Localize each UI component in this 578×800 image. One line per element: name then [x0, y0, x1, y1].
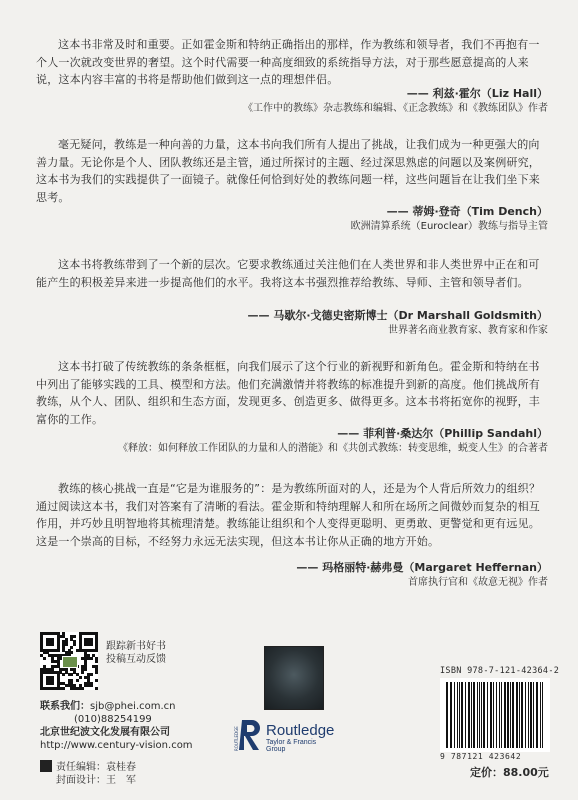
qr-module: [87, 638, 90, 641]
qr-module: [57, 643, 60, 646]
qr-module: [57, 646, 60, 649]
qr-module: [70, 684, 73, 687]
qr-module: [46, 668, 49, 671]
barcode-bar: [519, 682, 520, 748]
qr-module: [57, 654, 60, 657]
qr-caption-line-2: 投稿互动反馈: [106, 654, 166, 665]
barcode-bar: [465, 682, 466, 748]
testimonial-text: 这本书打破了传统教练的条条框框，向我们展示了这个行业的新视野和新角色。霍金斯和特纳在书中列出了能够实践的工具、模型和方法。他们充满激情并将教练的标准提升到新的高度。他们挑战所有教练，从个人、团队、组织和生态方面，发现更多、创造更多、做得更多。这本书将拓宽你的视野，丰富你的工作。: [36, 360, 540, 426]
editors-block: [40, 760, 136, 787]
author-role: 首席执行官和《故意无视》作者: [408, 577, 548, 588]
qr-module: [87, 684, 90, 687]
qr-module: [51, 657, 54, 660]
qr-module: [57, 660, 60, 663]
qr-module: [95, 638, 98, 641]
qr-module: [84, 651, 87, 654]
barcode-bar: [457, 682, 458, 748]
qr-module: [92, 649, 95, 652]
barcode-bar: [516, 682, 518, 748]
qr-module: [73, 684, 76, 687]
qr-module: [76, 673, 79, 676]
qr-module: [57, 682, 60, 685]
responsible-editor: 责任编辑：袁桂春: [56, 762, 136, 773]
routledge-logo: [236, 718, 336, 764]
qr-module: [81, 632, 84, 635]
barcode-bar: [493, 682, 494, 748]
author-role: 《工作中的教练》杂志教练和编辑、《正念教练》和《教练团队》作者: [243, 103, 548, 114]
qr-module: [84, 682, 87, 685]
qr-module: [51, 643, 54, 646]
qr-module: [57, 673, 60, 676]
qr-module: [62, 632, 65, 635]
barcode-bar: [461, 682, 463, 748]
qr-module: [90, 684, 93, 687]
qr-module: [62, 649, 65, 652]
qr-module: [95, 665, 98, 668]
barcode-bar: [533, 682, 534, 748]
qr-module: [90, 638, 93, 641]
qr-module: [95, 668, 98, 671]
contact-block: [40, 700, 193, 752]
qr-module: [54, 671, 57, 674]
qr-module: [79, 635, 82, 638]
qr-module: [87, 649, 90, 652]
qr-module: [70, 682, 73, 685]
qr-module: [40, 673, 43, 676]
qr-module: [84, 649, 87, 652]
qr-module: [51, 638, 54, 641]
qr-module: [57, 676, 60, 679]
qr-module: [95, 679, 98, 682]
barcode-bar: [468, 682, 470, 748]
qr-module: [51, 668, 54, 671]
qr-module: [54, 632, 57, 635]
qr-module: [62, 682, 65, 685]
qr-module: [68, 679, 71, 682]
publisher-small-logo-icon: [40, 760, 52, 772]
qr-module: [68, 684, 71, 687]
qr-module: [40, 684, 43, 687]
qr-module: [79, 638, 82, 641]
author-role: 世界著名商业教育家、教育家和作家: [388, 325, 548, 336]
qr-module: [62, 646, 65, 649]
barcode-bar: [521, 682, 523, 748]
barcode-bar: [454, 682, 455, 748]
qr-module: [87, 673, 90, 676]
qr-module: [57, 649, 60, 652]
author-role: 欧洲清算系统（Euroclear）教练与指导主管: [350, 221, 548, 232]
qr-module: [48, 682, 51, 685]
qr-module: [62, 673, 65, 676]
qr-module: [84, 665, 87, 668]
author-role: 《释放：如何释放工作团队的力量和人的潜能》和《共创式教练：转变思维，蜕变人生》的合著者: [118, 443, 548, 454]
barcode-bar: [479, 682, 480, 748]
qr-module: [43, 632, 46, 635]
qr-module: [40, 643, 43, 646]
qr-module: [95, 671, 98, 674]
qr-module: [62, 687, 65, 690]
qr-module: [40, 679, 43, 682]
barcode-bar: [504, 682, 506, 748]
qr-module: [43, 657, 46, 660]
qr-module: [57, 632, 60, 635]
qr-module: [70, 635, 73, 638]
qr-module: [79, 649, 82, 652]
qr-module: [48, 654, 51, 657]
qr-module: [87, 654, 90, 657]
qr-module: [62, 640, 65, 643]
qr-module: [95, 649, 98, 652]
qr-module: [79, 646, 82, 649]
qr-module: [46, 640, 49, 643]
qr-module: [54, 649, 57, 652]
author-name: —— 蒂姆·登奇（Tim Dench）: [386, 205, 548, 218]
qr-module: [48, 632, 51, 635]
isbn-text: ISBN 978-7-121-42364-2: [440, 666, 560, 676]
qr-module: [70, 638, 73, 641]
qr-module: [43, 668, 46, 671]
qr-module: [81, 657, 84, 660]
qr-module: [90, 673, 93, 676]
qr-module: [76, 649, 79, 652]
barcode-bar: [459, 682, 460, 748]
qr-module: [54, 660, 57, 663]
qr-module: [70, 687, 73, 690]
barcode-bar: [490, 682, 492, 748]
qr-module: [73, 668, 76, 671]
qr-module: [81, 649, 84, 652]
qr-module: [79, 687, 82, 690]
qr-module: [87, 676, 90, 679]
qr-module: [68, 673, 71, 676]
qr-module: [87, 657, 90, 660]
qr-module: [70, 651, 73, 654]
qr-module: [84, 632, 87, 635]
qr-module: [84, 654, 87, 657]
qr-module: [51, 671, 54, 674]
qr-module: [46, 676, 49, 679]
qr-module: [57, 635, 60, 638]
qr-module: [73, 640, 76, 643]
qr-module: [57, 662, 60, 665]
qr-module: [46, 679, 49, 682]
qr-module: [79, 632, 82, 635]
qr-module: [87, 640, 90, 643]
qr-module: [84, 684, 87, 687]
qr-module: [90, 643, 93, 646]
qr-module: [43, 671, 46, 674]
qr-module: [95, 643, 98, 646]
qr-module: [40, 676, 43, 679]
qr-module: [92, 632, 95, 635]
qr-module: [62, 635, 65, 638]
barcode-bar: [496, 682, 497, 748]
barcode-bar: [477, 682, 478, 748]
qr-module: [51, 640, 54, 643]
qr-module: [90, 657, 93, 660]
qr-module: [46, 671, 49, 674]
barcode-bar: [540, 682, 541, 748]
qr-module: [92, 654, 95, 657]
qr-module: [59, 668, 62, 671]
qr-module: [65, 638, 68, 641]
qr-module: [51, 687, 54, 690]
qr-module: [48, 679, 51, 682]
qr-module: [54, 665, 57, 668]
qr-module: [40, 649, 43, 652]
qr-module: [43, 651, 46, 654]
qr-module: [59, 687, 62, 690]
qr-module: [51, 654, 54, 657]
barcode-bar: [530, 682, 532, 748]
qr-module: [92, 665, 95, 668]
qr-module: [90, 640, 93, 643]
qr-module: [84, 643, 87, 646]
qr-module: [76, 679, 79, 682]
qr-module: [70, 673, 73, 676]
qr-module: [87, 632, 90, 635]
testimonial-2: [36, 136, 546, 206]
qr-module: [70, 679, 73, 682]
qr-module: [90, 682, 93, 685]
qr-module: [73, 671, 76, 674]
barcode-bar: [525, 682, 526, 748]
qr-module: [43, 649, 46, 652]
qr-module: [87, 643, 90, 646]
barcode-bar: [528, 682, 529, 748]
qr-module: [73, 643, 76, 646]
publisher-company: 北京世纪波文化发展有限公司: [40, 727, 170, 738]
qr-module: [79, 643, 82, 646]
qr-module: [57, 640, 60, 643]
qr-module: [54, 654, 57, 657]
contact-phone: (010)88254199: [74, 714, 152, 725]
barcode-bar: [473, 682, 475, 748]
qr-module: [40, 668, 43, 671]
qr-module: [84, 660, 87, 663]
qr-module: [65, 668, 68, 671]
barcode: [440, 678, 550, 752]
qr-module: [87, 679, 90, 682]
contact-email[interactable]: sjb@phei.com.cn: [90, 701, 176, 712]
author-name: —— 菲利普·桑达尔（Phillip Sandahl）: [337, 427, 548, 440]
barcode-number: 9 787121 423642: [440, 752, 522, 761]
barcode-bar: [512, 682, 514, 748]
qr-module: [40, 671, 43, 674]
qr-module: [51, 665, 54, 668]
qr-module: [48, 640, 51, 643]
barcode-bar: [471, 682, 472, 748]
testimonial-1: [36, 36, 546, 89]
testimonial-3: [36, 256, 546, 291]
qr-module: [95, 657, 98, 660]
testimonial-5: [36, 480, 546, 550]
testimonial-2-attribution: [351, 204, 548, 234]
qr-module: [84, 676, 87, 679]
qr-module: [76, 687, 79, 690]
qr-module: [81, 668, 84, 671]
qr-module: [40, 635, 43, 638]
qr-module: [90, 649, 93, 652]
cover-designer: 封面设计：王 军: [56, 775, 136, 786]
barcode-bar: [481, 682, 482, 748]
author-name: —— 玛格丽特·赫弗曼（Margaret Heffernan）: [296, 561, 548, 574]
qr-center-logo: [62, 656, 78, 668]
qr-module: [43, 687, 46, 690]
qr-module: [84, 668, 87, 671]
qr-module: [90, 632, 93, 635]
testimonial-5-attribution: [296, 560, 548, 590]
price-label: 定价：88.00元: [470, 766, 549, 779]
qr-module: [46, 638, 49, 641]
barcode-bar: [450, 682, 452, 748]
qr-module: [65, 684, 68, 687]
qr-module: [43, 665, 46, 668]
testimonial-1-attribution: [243, 86, 548, 116]
qr-module: [65, 651, 68, 654]
qr-module: [70, 668, 73, 671]
barcode-bar: [507, 682, 509, 748]
qr-module: [68, 649, 71, 652]
qr-module: [68, 682, 71, 685]
qr-module: [46, 682, 49, 685]
testimonial-text: 教练的核心挑战一直是“它是为谁服务的”：是为教练所面对的人，还是为个人背后所效力的组织？通过阅读这本书，我们对答案有了清晰的看法。霍金斯和特纳理解人和所在场所之间微妙而复杂的相互作用，并巧妙且明智地将其梳理清楚。教练能让组织和个人变得更聪明、更勇敢、更警觉和更有远见。这是一个崇高的目标，不经努力永远无法实现，但这本书让你从正确的地方开始。: [36, 482, 541, 548]
qr-module: [70, 646, 73, 649]
testimonial-3-attribution: [248, 308, 548, 338]
qr-module: [48, 671, 51, 674]
qr-module: [81, 665, 84, 668]
qr-module: [79, 640, 82, 643]
testimonial-text: 毫无疑问，教练是一种向善的力量，这本书向我们所有人提出了挑战，让我们成为一种更强大的向善力量。无论你是个人、团队教练还是主管，通过所探讨的主题、经过深思熟虑的问题以及案例研究，这本书为我们的实践提供了一面镜子。就像任何恰到好处的教练问题一样，这些问题旨在让我们坐下来思考。: [36, 138, 540, 204]
qr-module: [65, 643, 68, 646]
qr-module: [46, 643, 49, 646]
qr-module: [48, 638, 51, 641]
qr-module: [51, 676, 54, 679]
routledge-sub: Taylor & Francis Group: [266, 739, 317, 753]
qr-module: [54, 687, 57, 690]
qr-module: [57, 665, 60, 668]
routledge-vertical-text: ROUTLEDGE: [234, 726, 239, 751]
cover-thumbnail-image: [264, 646, 324, 710]
qr-module: [95, 687, 98, 690]
qr-module: [40, 682, 43, 685]
qr-module: [57, 657, 60, 660]
qr-module: [95, 632, 98, 635]
qr-module: [51, 649, 54, 652]
qr-module: [51, 660, 54, 663]
qr-module: [48, 676, 51, 679]
publisher-website[interactable]: http://www.century-vision.com: [40, 740, 193, 751]
qr-module: [48, 687, 51, 690]
barcode-bar: [483, 682, 485, 748]
qr-module: [79, 676, 82, 679]
qr-module: [95, 646, 98, 649]
barcode-bar: [501, 682, 502, 748]
qr-module: [46, 632, 49, 635]
qr-module: [65, 640, 68, 643]
qr-module: [48, 668, 51, 671]
qr-code[interactable]: [40, 632, 98, 690]
barcode-bar: [542, 682, 543, 748]
qr-module: [51, 682, 54, 685]
author-name: —— 马歇尔·戈德史密斯博士（Dr Marshall Goldsmith）: [247, 309, 548, 322]
qr-module: [59, 682, 62, 685]
qr-module: [62, 668, 65, 671]
qr-module: [73, 635, 76, 638]
qr-module: [51, 679, 54, 682]
qr-module: [57, 684, 60, 687]
testimonial-4: [36, 358, 546, 428]
qr-module: [40, 640, 43, 643]
qr-module: [40, 632, 43, 635]
barcode-bar: [536, 682, 538, 748]
qr-module: [46, 649, 49, 652]
qr-module: [46, 651, 49, 654]
qr-module: [84, 662, 87, 665]
qr-module: [84, 640, 87, 643]
qr-module: [48, 643, 51, 646]
qr-module: [40, 638, 43, 641]
qr-module: [59, 635, 62, 638]
qr-module: [40, 646, 43, 649]
testimonial-text: 这本书非常及时和重要。正如霍金斯和特纳正确指出的那样，作为教练和领导者，我们不再抱有一个人一次就改变世界的奢望。这个时代需要一种高度细致的系统指导方法，对于那些愿意提高的人来说，这本内容丰富的书将是帮助他们做到这一点的理想伴侣。: [36, 38, 540, 86]
qr-module: [95, 640, 98, 643]
qr-module: [46, 687, 49, 690]
qr-module: [59, 671, 62, 674]
author-name: —— 利兹·霍尔（Liz Hall）: [406, 87, 548, 100]
barcode-bar: [510, 682, 511, 748]
qr-module: [40, 687, 43, 690]
routledge-name: Routledge: [266, 722, 335, 739]
qr-module: [95, 660, 98, 663]
qr-module: [57, 687, 60, 690]
qr-module: [95, 635, 98, 638]
qr-module: [81, 671, 84, 674]
qr-module: [73, 687, 76, 690]
qr-module: [84, 657, 87, 660]
qr-module: [40, 654, 43, 657]
qr-module: [79, 684, 82, 687]
barcode-bar: [446, 682, 448, 748]
qr-module: [48, 649, 51, 652]
qr-module: [84, 638, 87, 641]
barcode-bar: [499, 682, 500, 748]
testimonial-text: 这本书将教练带到了一个新的层次。它要求教练通过关注他们在人类世界和非人类世界中正在和可能产生的积极差异来进一步提高他们的水平。我将这本书强烈推荐给教练、导师、主管和领导者们。: [36, 258, 540, 289]
qr-module: [62, 643, 65, 646]
testimonial-4-attribution: [118, 426, 548, 456]
qr-module: [57, 638, 60, 641]
qr-module: [87, 682, 90, 685]
qr-caption: [106, 640, 166, 666]
barcode-bar: [487, 682, 488, 748]
qr-module: [68, 651, 71, 654]
contact-label: 联系我们：: [40, 701, 90, 712]
qr-module: [65, 671, 68, 674]
qr-module: [51, 632, 54, 635]
qr-module: [57, 679, 60, 682]
qr-module: [57, 671, 60, 674]
routledge-r-icon: [236, 718, 264, 752]
qr-caption-line-1: 跟踪新书好书: [106, 641, 166, 652]
qr-module: [81, 687, 84, 690]
